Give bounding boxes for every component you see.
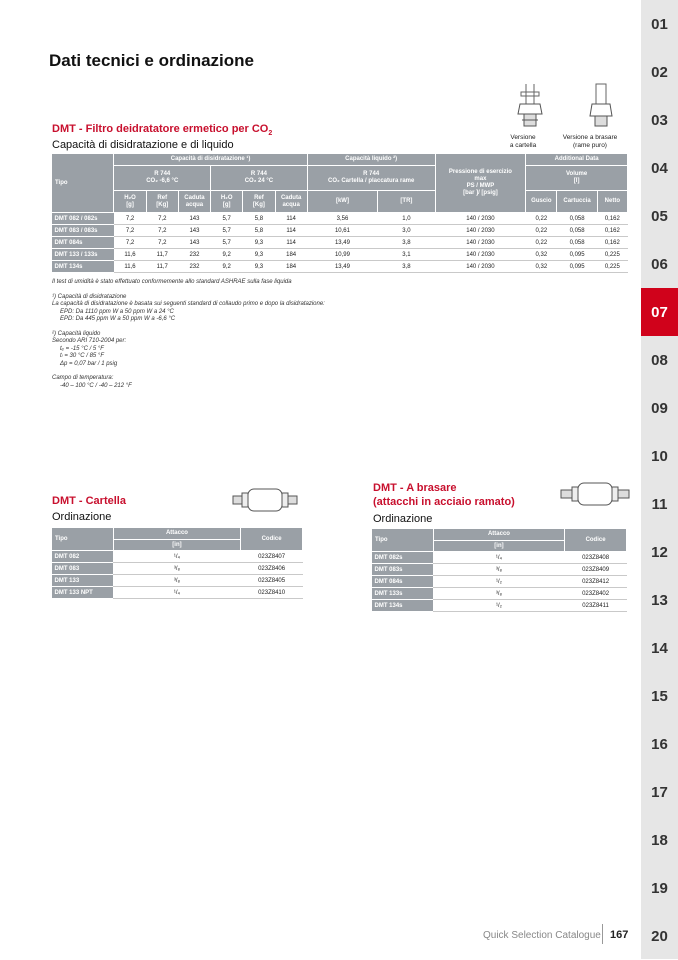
row-attacco: ¹/₄ [433, 552, 564, 564]
table-cell: 0,058 [557, 225, 597, 237]
table-row [52, 261, 628, 273]
chapter-tab-08[interactable]: 08 [651, 351, 668, 369]
col-tr: [TR] [378, 191, 435, 213]
table-cell: 114 [275, 237, 307, 249]
table-cell: 11,7 [146, 261, 178, 273]
table-cell: 140 / 2030 [435, 261, 526, 273]
brasare-title-line1: DMT - A brasare [373, 482, 457, 494]
table-cell: 140 / 2030 [435, 237, 526, 249]
chapter-tab-12[interactable]: 12 [651, 543, 668, 561]
chapter-tab-11[interactable]: 11 [651, 495, 668, 513]
row-tipo: DMT 084s [372, 576, 434, 588]
page-title: Dati tecnici e ordinazione [49, 51, 254, 70]
note-line: Campo di temperatura: [52, 375, 114, 381]
col-tipo: Tipo [52, 154, 114, 213]
table-row [52, 575, 303, 587]
row-tipo: DMT 134s [52, 261, 114, 273]
cartella-subtitle: Ordinazione [52, 511, 112, 523]
chapter-tab-16[interactable]: 16 [651, 735, 668, 753]
col-ref-2: Ref [Kg] [243, 191, 275, 213]
table-cell: 3,8 [378, 237, 435, 249]
row-codice: 023Z8409 [565, 564, 627, 576]
table-cell: 3,8 [378, 261, 435, 273]
table-cell: 114 [275, 225, 307, 237]
note-line [52, 368, 325, 375]
note-line: tₗ = 30 °C / 85 °F [60, 353, 104, 359]
row-attacco: ³/₈ [113, 563, 240, 575]
table-cell: 143 [178, 213, 210, 225]
table-cell: 0,32 [526, 261, 557, 273]
note-line: Il test di umidità è stato effettuato conformemente allo standard ASHRAE sulla fase liquida [52, 279, 292, 285]
table-cell: 0,095 [557, 261, 597, 273]
row-tipo: DMT 133 / 133s [52, 249, 114, 261]
table-cell: 184 [275, 261, 307, 273]
notes-block [52, 279, 325, 390]
table-cell: 13,49 [307, 237, 377, 249]
table-cell: 5,8 [243, 213, 275, 225]
table-row [52, 225, 628, 237]
table-cell: 7,2 [146, 225, 178, 237]
version-brasare-caption: Versione a brasare (rame puro) [562, 134, 618, 149]
row-tipo: DMT 082s [372, 552, 434, 564]
row-tipo: DMT 133 [52, 575, 114, 587]
col-cad-2: Caduta acqua [275, 191, 307, 213]
row-tipo: DMT 134s [372, 600, 434, 612]
brasare-col-tipo: Tipo [372, 529, 434, 552]
table-cell: 143 [178, 225, 210, 237]
row-attacco: ³/₈ [113, 575, 240, 587]
col-cartuccia: Cartuccia [557, 191, 597, 213]
table-cell: 10,99 [307, 249, 377, 261]
note-line: EPD: Da 1110 ppm W a 50 ppm W a 24 °C [60, 308, 174, 315]
table-row [52, 213, 628, 225]
col-pressione: Pressione di esercizio max PS / MWP [bar ]/ [psig] [435, 154, 526, 213]
table-cell: 1,0 [378, 213, 435, 225]
row-codice: 023Z8407 [241, 551, 303, 563]
row-codice: 023Z8402 [565, 588, 627, 600]
note-line: Secondo ARI 710-2004 per: [52, 338, 127, 344]
solder-version-icon [586, 82, 616, 132]
table-cell: 5,7 [211, 225, 243, 237]
table-cell: 5,8 [243, 225, 275, 237]
chapter-tab-17[interactable]: 17 [651, 783, 668, 801]
cartella-col-tipo: Tipo [52, 528, 114, 551]
main-section-subtitle: Capacità di disidratazione e di liquido [52, 139, 234, 151]
table-cell: 7,2 [146, 213, 178, 225]
table-cell: 9,2 [211, 261, 243, 273]
note-line: La capacità di disidratazione è basata sui seguenti standard di collaudo primo e dopo la disidratazione: [52, 301, 325, 307]
chapter-tab-20[interactable]: 20 [651, 927, 668, 945]
main-title-subscript: 2 [268, 130, 273, 138]
col-netto: Netto [597, 191, 627, 213]
table-cell: 11,6 [114, 249, 146, 261]
cartella-col-attacco: Attacco [113, 528, 240, 540]
table-cell: 0,32 [526, 249, 557, 261]
table-cell: 114 [275, 213, 307, 225]
note-line: tₑ = -15 °C / 5 °F [60, 345, 104, 352]
table-cell: 0,225 [597, 249, 627, 261]
row-attacco: ³/₈ [433, 564, 564, 576]
col-h2o-2: H₂O [g] [211, 191, 243, 213]
col-additional: Additional Data [526, 154, 628, 166]
table-cell: 9,3 [243, 237, 275, 249]
brasare-table [371, 528, 627, 612]
table-cell: 143 [178, 237, 210, 249]
table-row [372, 600, 627, 612]
table-row [372, 588, 627, 600]
brasare-col-codice: Codice [565, 529, 627, 552]
row-tipo: DMT 084s [52, 237, 114, 249]
table-cell: 0,22 [526, 237, 557, 249]
chapter-sidebar [641, 0, 678, 959]
note-line: ¹) Capacità di disidratazione [52, 293, 127, 300]
table-cell: 7,2 [114, 237, 146, 249]
main-title-text: DMT - Filtro deidratatore ermetico per CO [52, 123, 269, 135]
row-codice: 023Z8410 [241, 587, 303, 599]
chapter-tab-19[interactable]: 19 [651, 879, 668, 897]
table-cell: 0,162 [597, 213, 627, 225]
col-ref-1: Ref [Kg] [146, 191, 178, 213]
cartella-table [51, 527, 303, 599]
chapter-tab-06[interactable]: 06 [651, 255, 668, 273]
table-cell: 10,61 [307, 225, 377, 237]
table-cell: 11,7 [146, 249, 178, 261]
note-line: ²) Capacità liquido [52, 330, 101, 337]
version-cartella-caption: Versione a cartella [509, 134, 537, 149]
table-cell: 140 / 2030 [435, 249, 526, 261]
table-cell: 0,058 [557, 237, 597, 249]
note-line [52, 324, 325, 331]
table-row [52, 237, 628, 249]
row-attacco: ¹/₂ [433, 600, 564, 612]
table-cell: 232 [178, 261, 210, 273]
table-cell: 7,2 [114, 225, 146, 237]
row-attacco: ¹/₄ [113, 587, 240, 599]
table-cell: 7,2 [114, 213, 146, 225]
note-line [52, 287, 325, 294]
chapter-tab-14[interactable]: 14 [651, 639, 668, 657]
row-codice: 023Z8412 [565, 576, 627, 588]
footer-page-number: 167 [610, 929, 629, 941]
row-tipo: DMT 082 [52, 551, 114, 563]
col-guscio: Guscio [526, 191, 557, 213]
table-cell: 0,162 [597, 225, 627, 237]
note-line: EPD: Da 445 ppm W a 50 ppm W a -6,6 °C [60, 316, 176, 322]
row-codice: 023Z8411 [565, 600, 627, 612]
col-kw: [kW] [307, 191, 377, 213]
flare-version-icon [512, 82, 548, 132]
col-cap-liq: Capacità liquido ²) [307, 154, 435, 166]
col-h2o-1: H₂O [g] [114, 191, 146, 213]
table-cell: 13,49 [307, 261, 377, 273]
table-cell: 0,22 [526, 225, 557, 237]
table-cell: 0,095 [557, 249, 597, 261]
row-attacco: ³/₈ [433, 588, 564, 600]
row-attacco: ¹/₄ [113, 551, 240, 563]
chapter-tab-05[interactable]: 05 [651, 207, 668, 225]
table-cell: 9,3 [243, 249, 275, 261]
brasare-col-attacco: Attacco [433, 529, 564, 541]
brasare-subtitle: Ordinazione [373, 513, 433, 525]
col-volume: Volume [l] [526, 166, 628, 191]
table-cell: 11,6 [114, 261, 146, 273]
chapter-tab-09[interactable]: 09 [651, 399, 668, 417]
row-attacco: ¹/₂ [433, 576, 564, 588]
note-line: -40 – 100 °C / -40 – 212 °F [60, 382, 132, 389]
chapter-tab-03[interactable]: 03 [651, 111, 668, 129]
chapter-tab-10[interactable]: 10 [651, 447, 668, 465]
brasare-title-line2: (attacchi in acciaio ramato) [373, 496, 515, 509]
main-data-table [51, 153, 628, 273]
table-cell: 3,0 [378, 225, 435, 237]
table-row [372, 576, 627, 588]
table-cell: 5,7 [211, 237, 243, 249]
table-row [372, 564, 627, 576]
row-tipo: DMT 083s [372, 564, 434, 576]
table-row [52, 551, 303, 563]
table-cell: 0,225 [597, 261, 627, 273]
table-row [372, 552, 627, 564]
cartella-col-codice: Codice [241, 528, 303, 551]
row-tipo: DMT 133 NPT [52, 587, 114, 599]
col-r744-a: R 744 CO₂ -6,6 °C [114, 166, 211, 191]
row-tipo: DMT 083 [52, 563, 114, 575]
col-cad-1: Caduta acqua [178, 191, 210, 213]
col-cap-dis: Capacità di disidratazione ¹) [114, 154, 307, 166]
table-cell: 9,2 [211, 249, 243, 261]
row-codice: 023Z8408 [565, 552, 627, 564]
table-cell: 0,162 [597, 237, 627, 249]
chapter-tab-01[interactable]: 01 [651, 15, 668, 33]
row-tipo: DMT 083 / 083s [52, 225, 114, 237]
chapter-tab-04[interactable]: 04 [651, 159, 668, 177]
table-cell: 140 / 2030 [435, 225, 526, 237]
chapter-tab-18[interactable]: 18 [651, 831, 668, 849]
brasare-title [373, 481, 515, 510]
table-cell: 3,1 [378, 249, 435, 261]
chapter-tab-15[interactable]: 15 [651, 687, 668, 705]
row-tipo: DMT 133s [372, 588, 434, 600]
table-cell: 9,3 [243, 261, 275, 273]
main-section-title [52, 123, 272, 137]
table-cell: 184 [275, 249, 307, 261]
table-row [52, 563, 303, 575]
table-cell: 0,22 [526, 213, 557, 225]
table-cell: 7,2 [146, 237, 178, 249]
note-line: Δp = 0,07 bar / 1 psig [60, 360, 118, 367]
chapter-tab-02[interactable]: 02 [651, 63, 668, 81]
table-cell: 232 [178, 249, 210, 261]
cartella-title: DMT - Cartella [52, 495, 126, 507]
cartella-col-in: [in] [113, 540, 240, 551]
chapter-tab-07[interactable]: 07 [641, 288, 678, 336]
footer-separator [602, 924, 603, 944]
row-codice: 023Z8406 [241, 563, 303, 575]
brasare-filter-icon [560, 481, 632, 507]
table-cell: 140 / 2030 [435, 213, 526, 225]
brasare-col-in: [in] [433, 541, 564, 552]
cartella-filter-icon [232, 487, 298, 513]
col-r744-b: R 744 CO₂ 24 °C [211, 166, 308, 191]
col-r744-c: R 744 CO₂ Cartella / placcatura rame [307, 166, 435, 191]
row-codice: 023Z8405 [241, 575, 303, 587]
table-cell: 3,56 [307, 213, 377, 225]
footer-catalogue: Quick Selection Catalogue [483, 930, 601, 941]
table-row [52, 249, 628, 261]
table-cell: 5,7 [211, 213, 243, 225]
row-tipo: DMT 082 / 082s [52, 213, 114, 225]
table-row [52, 587, 303, 599]
table-cell: 0,058 [557, 213, 597, 225]
chapter-tab-13[interactable]: 13 [651, 591, 668, 609]
